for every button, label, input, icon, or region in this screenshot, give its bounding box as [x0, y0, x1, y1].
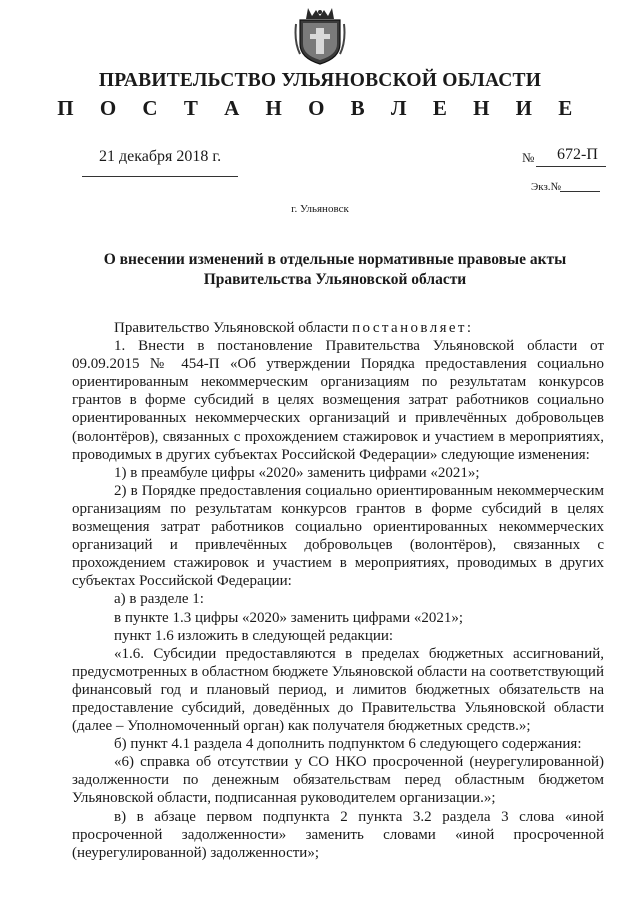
paragraph-3: 2) в Порядке предоставления социально ориентированным некоммерческим организациям по результатам конкурсов грантов в форме субсидий в целях возмещения затрат работников социально ориентированных некоммерческих организаций и привлечённых добровольцев (волонтёров), связанных с прохождением стажировок и участием в мероприятиях, проводимых в других субъектах Российской Федерации:: [72, 482, 604, 590]
paragraph-8: б) пункт 4.1 раздела 4 дополнить подпунктом 6 следующего содержания:: [114, 736, 582, 753]
ulyanovsk-coat-of-arms-icon: [294, 6, 346, 66]
document-type-title: П О С Т А Н О В Л Е Н И Е: [57, 96, 583, 120]
paragraph-5: в пункте 1.3 цифры «2020» заменить цифрами «2021»;: [114, 609, 464, 626]
intro-lead: Правительство Ульяновской области: [114, 320, 353, 336]
paragraph-1: 1. Внести в постановление Правительства Ульяновской области от 09.09.2015 № 454-П «Об утверждении Порядка предоставления социально ориентированным некоммерческим организациям по результатам конкурсов грантов в форме субсидий в целях возмещения затрат работников социально ориентированных некоммерческих организаций и привлечённых добровольцев (волонтёров), связанных с прохождением стажировок и участием в мероприятиях, проводимых в других субъектах Российской Федерации» следующие изменения:: [72, 338, 604, 463]
subject-line-2: Правительства Ульяновской области: [203, 271, 467, 288]
intro-resolves: постановляет:: [352, 320, 474, 336]
city-name: г. Ульяновск: [291, 203, 349, 215]
document-date: 21 декабря 2018 г.: [99, 148, 222, 165]
number-underline: [536, 166, 606, 167]
paragraph-10: в) в абзаце первом подпункта 2 пункта 3.2 раздела 3 слова «иной просроченной задолженности» заменить словами «иной просроченной (неурегулированной) задолженности»;: [72, 808, 604, 861]
copy-number-underline: [560, 191, 600, 192]
document-number: 672-П: [557, 146, 598, 163]
decree-body: [72, 319, 604, 862]
decree-subject: [96, 250, 574, 290]
paragraph-2: 1) в преамбуле цифры «2020» заменить цифрами «2021»;: [114, 464, 480, 481]
paragraph-7: «1.6. Субсидии предоставляются в пределах бюджетных ассигнований, предусмотренных в областном бюджете Ульяновской области на соответствующий финансовый год и плановый период, и лимитов бюджетных обязательств на предоставление субсидий, доведённых до Правительства Ульяновской области (далее – Уполномоченный орган) как получателя бюджетных средств.»;: [72, 645, 604, 735]
paragraph-9: «6) справка об отсутствии у СО НКО просроченной (неурегулированной) задолженности по денежным обязательствам перед областным бюджетом Ульяновской области, подписанная руководителем организации.»;: [72, 754, 604, 807]
government-title: ПРАВИТЕЛЬСТВО УЛЬЯНОВСКОЙ ОБЛАСТИ: [98, 70, 542, 91]
paragraph-4: а) в разделе 1:: [114, 591, 204, 608]
copy-number-label: Экз.№: [531, 181, 562, 193]
number-sign: №: [522, 150, 535, 165]
date-underline: [82, 176, 238, 177]
paragraph-6: пункт 1.6 изложить в следующей редакции:: [114, 627, 394, 644]
subject-line-1: О внесении изменений в отдельные нормативные правовые акты: [103, 251, 567, 268]
intro-paragraph: [72, 319, 604, 337]
